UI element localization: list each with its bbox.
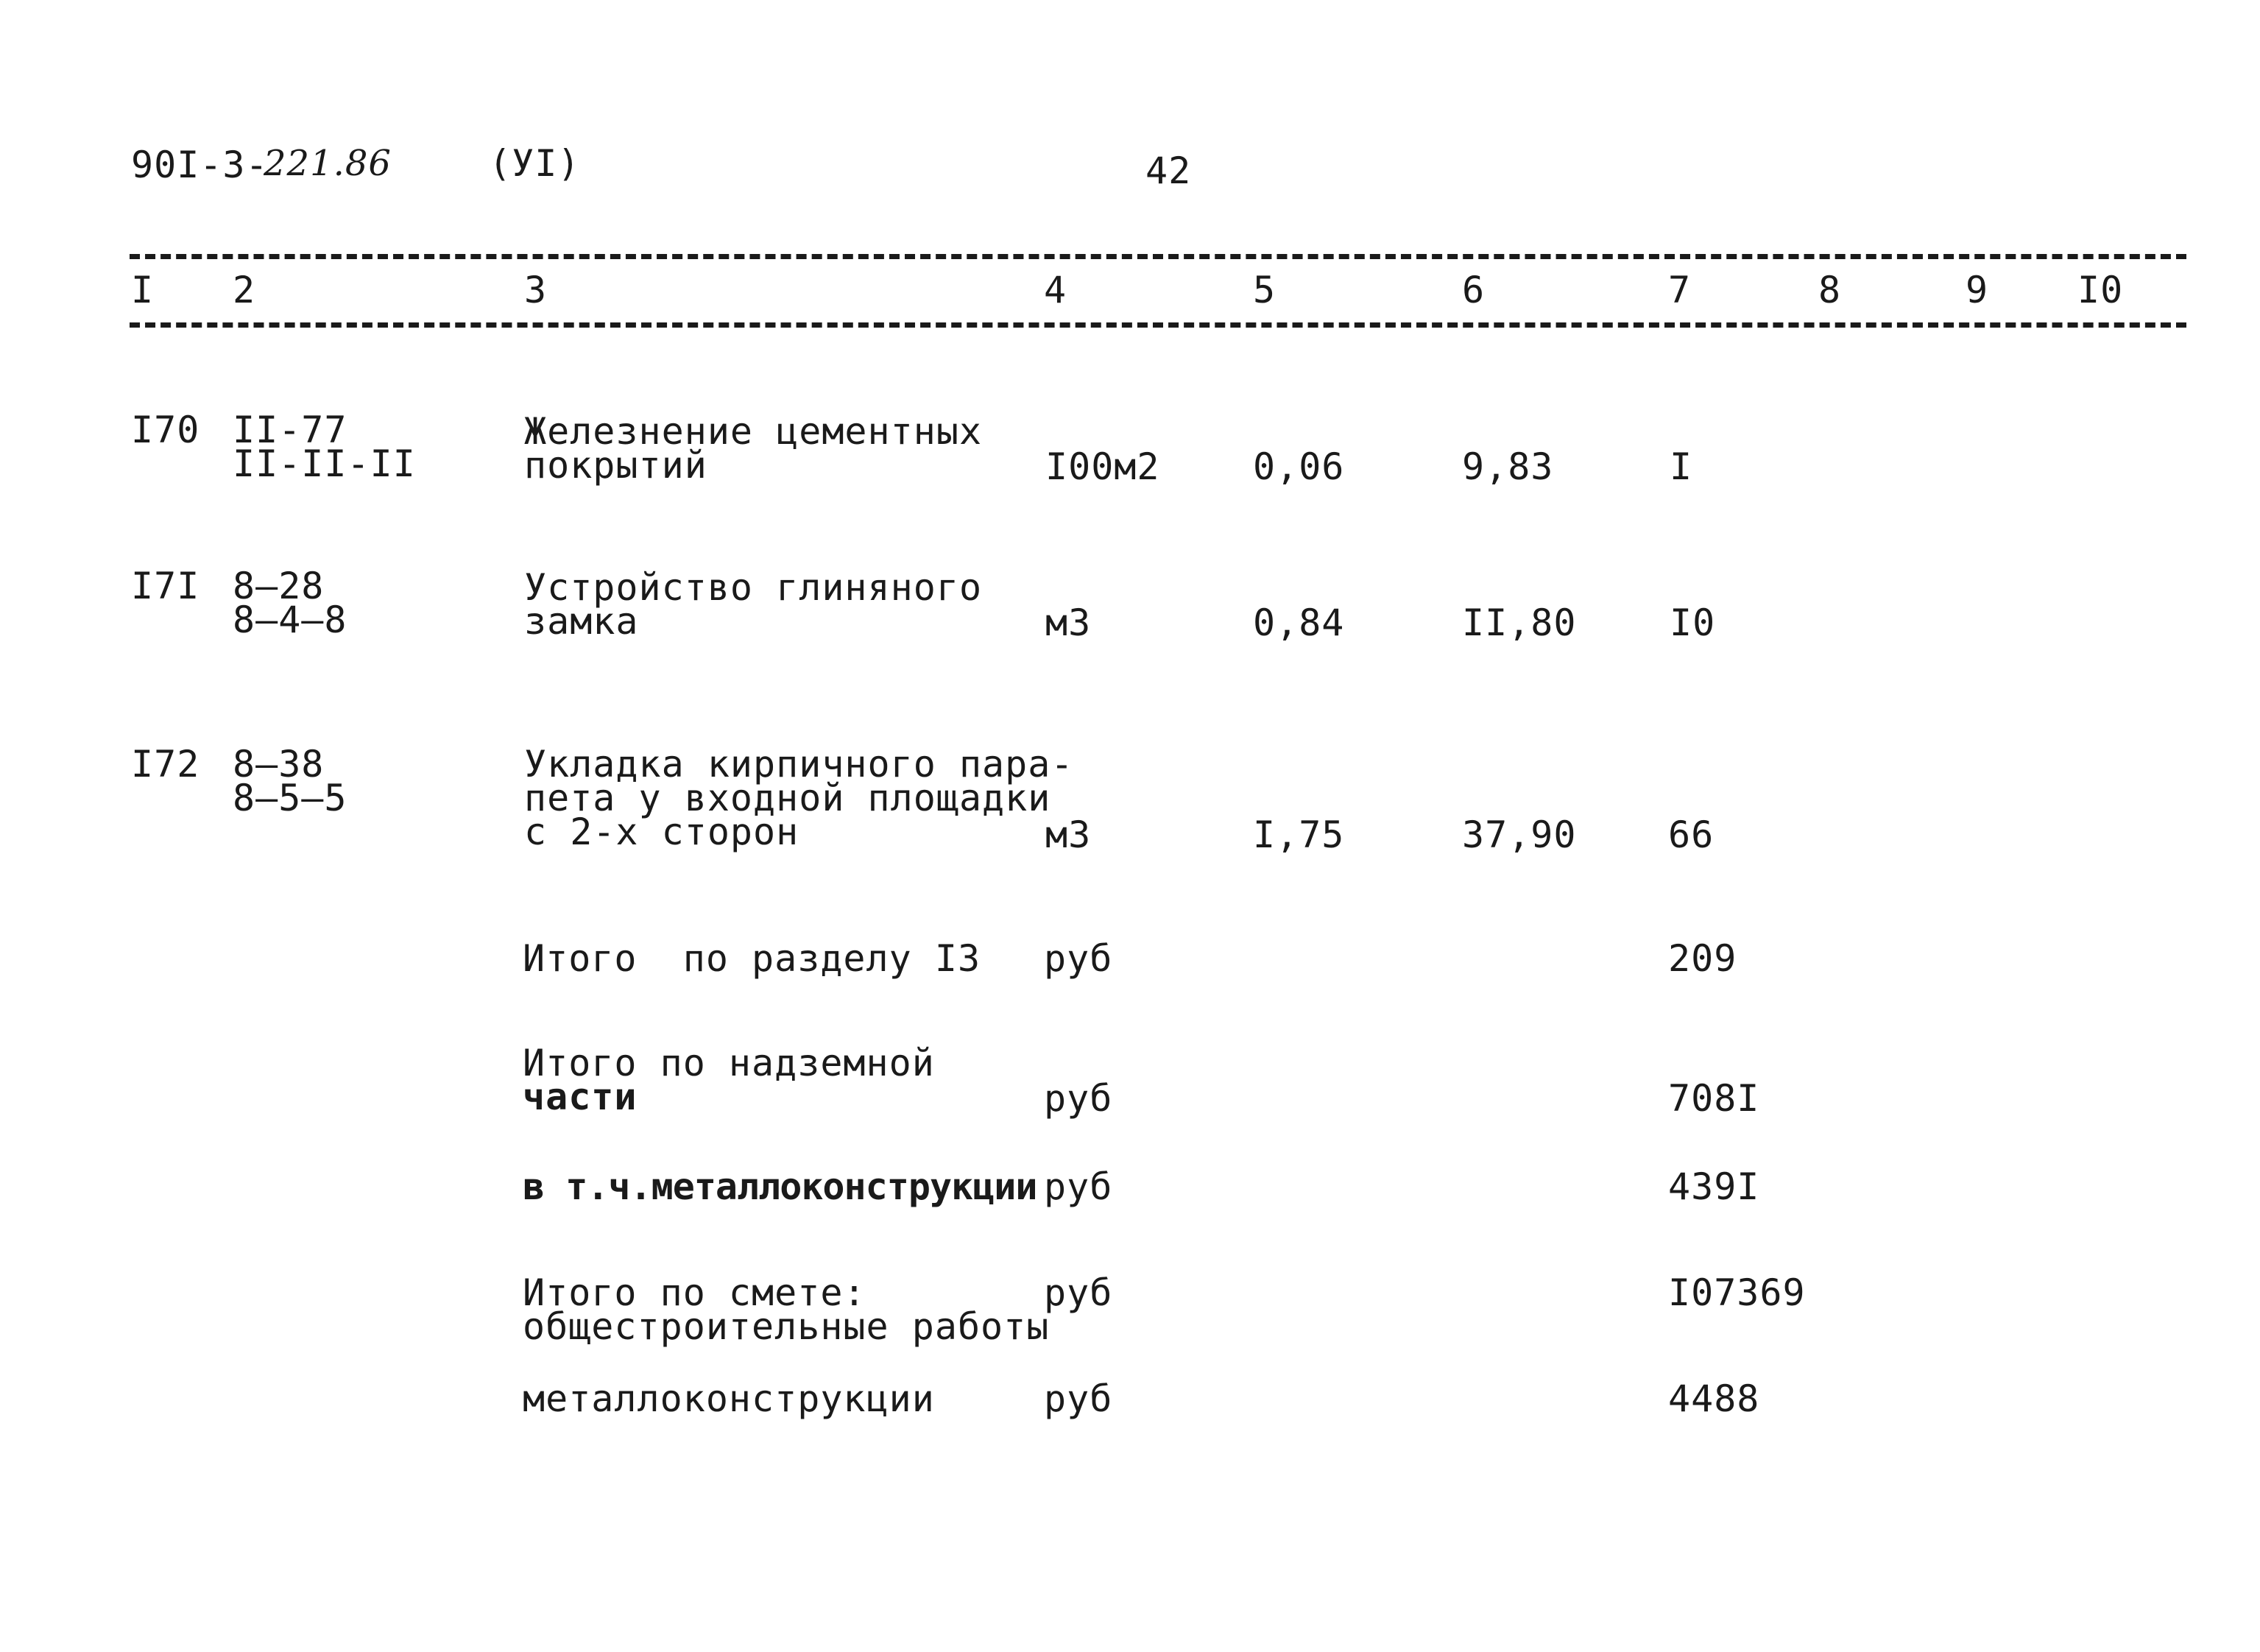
norm-code: 8–4–8 [233,599,347,641]
total-unit: руб [1044,1077,1113,1120]
page-number: 42 [1145,149,1192,192]
total-cost: 66 [1668,813,1715,856]
work-name: с 2-х сторон [524,811,799,853]
unit-price: 9,83 [1462,445,1554,488]
unit: м3 [1045,813,1092,856]
total-value: I07369 [1668,1271,1806,1314]
column-header: 6 [1462,269,1486,311]
norm-code: 8–5–5 [233,777,347,819]
header-bottom-rule [130,322,2186,328]
column-header: 7 [1668,269,1692,311]
row-number: I70 [131,409,200,451]
unit-price: II,80 [1462,601,1577,644]
total-value: 209 [1668,937,1737,980]
norm-code: II-77 [233,409,347,451]
row-number: I7I [131,565,200,607]
work-name: Железнение цементных [524,410,983,453]
column-header: 8 [1818,269,1842,311]
column-header: 9 [1966,269,1989,311]
norm-code: 8–28 [233,565,325,607]
work-name: Укладка кирпичного пара- [524,743,1074,786]
document-code: 90I-3- [131,144,269,186]
total-label: Итого по надземной [523,1042,935,1084]
unit-price: 37,90 [1462,813,1577,856]
total-label: Итого по смете: [523,1271,866,1314]
total-label: части [523,1076,638,1118]
section-mark: (УI) [489,142,581,185]
total-value: 439I [1668,1165,1760,1208]
work-name: Устройство глиняного [524,566,983,609]
total-cost: I [1670,445,1693,488]
column-header: I0 [2077,269,2124,311]
norm-code: II-II-II [233,442,416,485]
total-label: Итого по разделу I3 [523,937,981,980]
total-label: общестроительные работы [523,1305,1050,1348]
column-header: 3 [524,269,548,311]
unit: I00м2 [1045,445,1160,488]
quantity: I,75 [1253,813,1345,856]
norm-code: 8–38 [233,743,325,786]
column-header: 5 [1253,269,1276,311]
total-unit: руб [1044,1377,1113,1420]
total-value: 4488 [1668,1377,1760,1420]
total-unit: руб [1044,1165,1113,1208]
row-number: I72 [131,743,200,786]
document-code-handwritten: 221.86 [264,143,392,184]
header-top-rule [130,254,2186,259]
work-name: пета у входной площадки [524,777,1051,819]
total-cost: I0 [1670,601,1716,644]
column-header: 4 [1044,269,1067,311]
column-header: 2 [233,269,256,311]
total-label: в т.ч.металлоконструкции [523,1165,1037,1208]
total-unit: руб [1044,1271,1113,1314]
quantity: 0,84 [1253,601,1345,644]
unit: м3 [1045,601,1092,644]
total-label: металлоконструкции [523,1377,935,1420]
column-header: I [131,269,155,311]
work-name: покрытий [524,444,707,487]
work-name: замка [524,600,639,643]
total-unit: руб [1044,937,1113,980]
total-value: 708I [1668,1077,1760,1120]
quantity: 0,06 [1253,445,1345,488]
